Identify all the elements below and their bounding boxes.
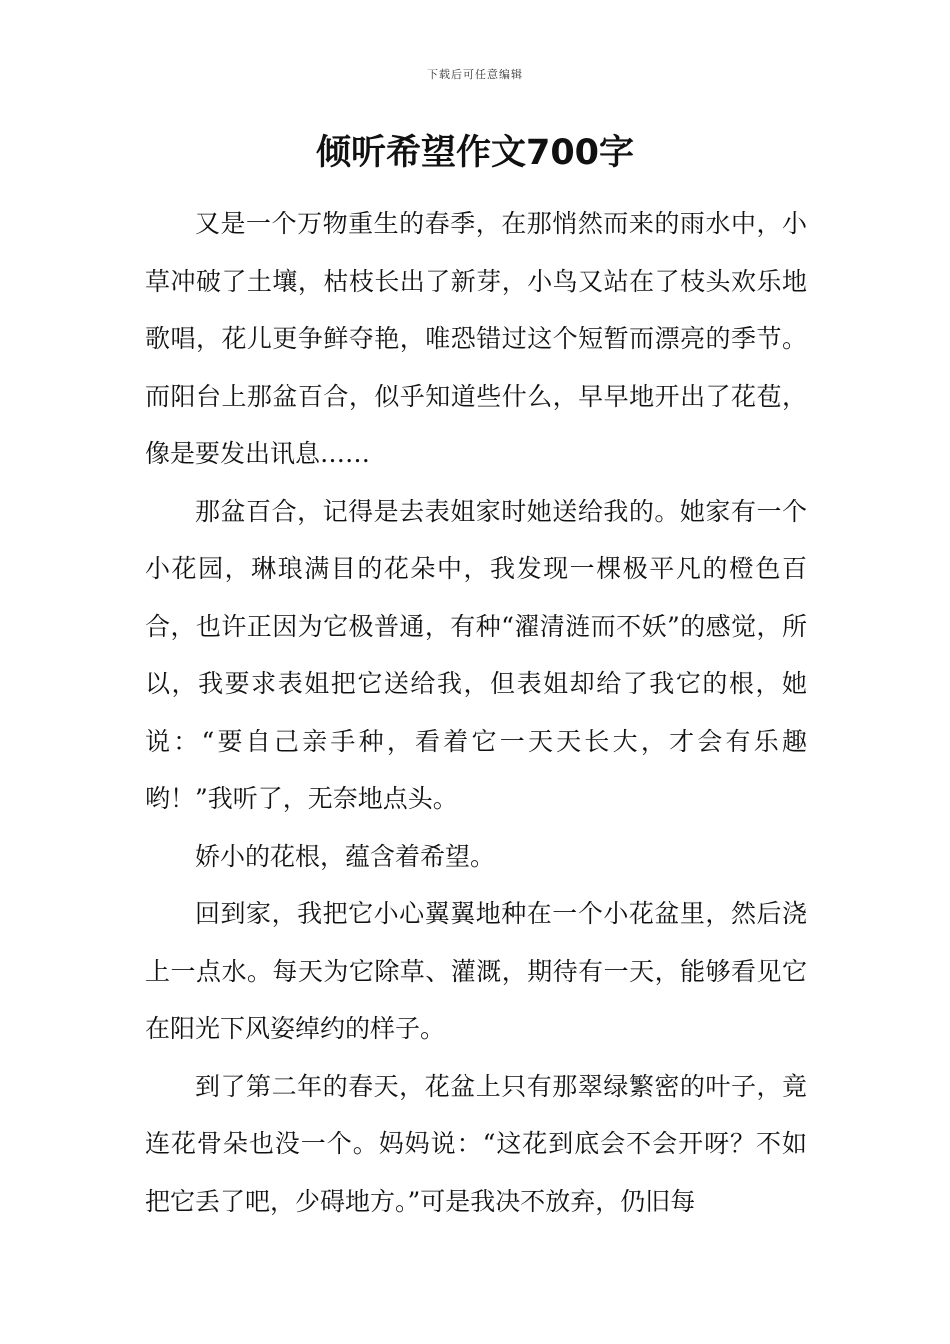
paragraph: 回到家，我把它小心翼翼地种在一个小花盆里，然后浇上一点水。每天为它除草、灌溉，期待有一天，能够看见它在阳光下风姿绰约的样子。 (145, 899, 807, 1043)
header-note: 下载后可任意编辑 (427, 68, 523, 81)
document-title: 倾听希望作文700字 (315, 133, 635, 173)
paragraph: 又是一个万物重生的春季，在那悄然而来的雨水中，小草冲破了土壤，枯枝长出了新芽，小鸟又站在了枝头欢乐地歌唱，花儿更争鲜夺艳，唯恐错过这个短暂而漂亮的季节。而阳台上那盆百合，似乎知道些什么，早早地开出了花苞，像是要发出讯息…… (145, 209, 807, 468)
paragraph: 那盆百合，记得是去表姐家时她送给我的。她家有一个小花园，琳琅满目的花朵中，我发现一棵极平凡的橙色百合，也许正因为它极普通，有种“濯清涟而不妖”的感觉，所以，我要求表姐把它送给我，但表姐却给了我它的根，她说：“要自己亲手种，看着它一天天长大，才会有乐趣哟！”我听了，无奈地点头。 (145, 496, 807, 813)
paragraph: 娇小的花根，蕴含着希望。 (195, 841, 496, 871)
paragraph: 到了第二年的春天，花盆上只有那翠绿繁密的叶子，竟连花骨朵也没一个。妈妈说：“这花到底会不会开呀？不如把它丢了吧，少碍地方。”可是我决不放弃，仍旧每 (145, 1071, 807, 1216)
document-body (145, 195, 807, 1230)
